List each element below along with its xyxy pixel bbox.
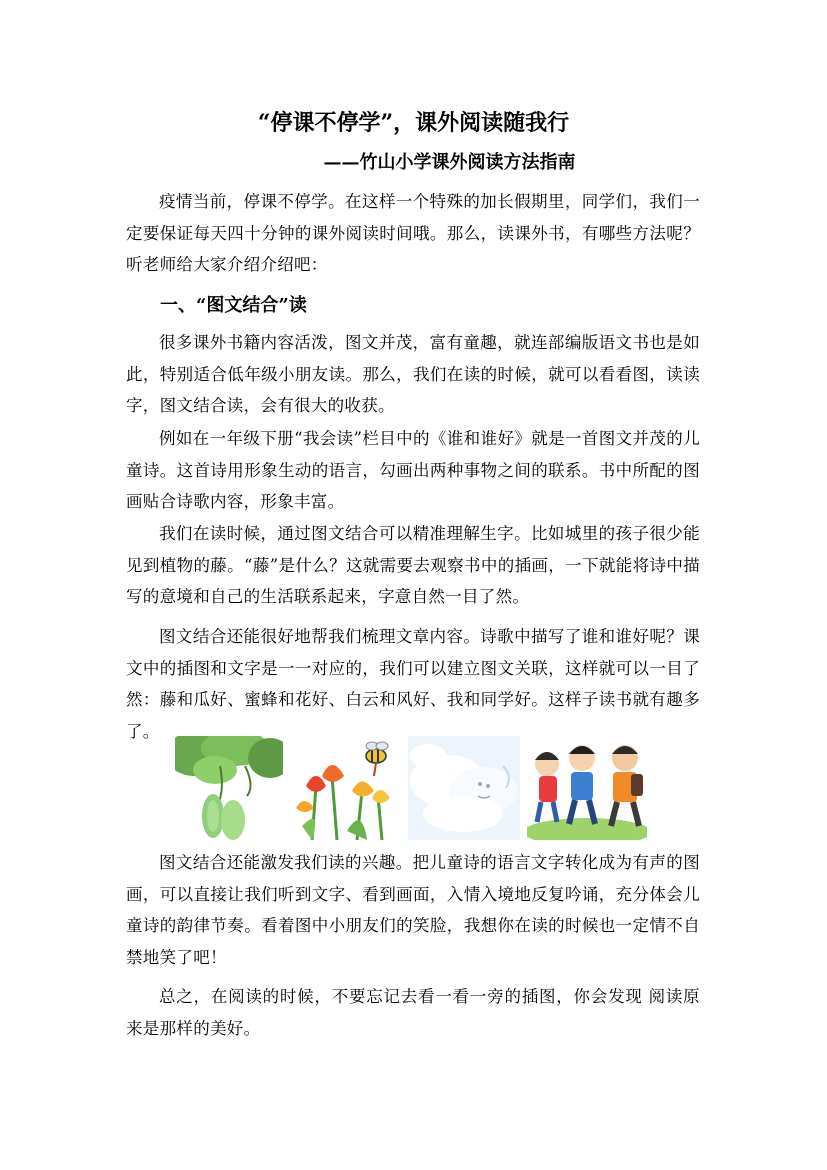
illustration-strip xyxy=(170,736,650,840)
page-title: “停课不停学”，课外阅读随我行 xyxy=(257,110,570,136)
paragraph-4: 图文结合还能很好地帮我们梳理文章内容。诗歌中描写了谁和谁好呢？课文中的插图和文字是一一对应的，我们可以建立图文关联，这样就可以一目了然：藤和瓜好、蜜蜂和花好、白云和风好、我和同学好。这样子读书就有趣多了。 xyxy=(126,627,700,741)
intro-paragraph: 疫情当前，停课不停学。在这样一个特殊的加长假期里，同学们，我们一定要保证每天四十分钟的课外阅读时间哦。那么，读课外书，有哪些方法呢？听老师给大家介绍介绍吧： xyxy=(126,192,700,274)
paragraph-1: 很多课外书籍内容活泼，图文并茂，富有童趣，就连部编版语文书也是如此，特别适合低年级小朋友读。那么，我们在读的时候，就可以看看图，读读字，图文结合读，会有很大的收获。 xyxy=(126,333,700,415)
paragraph-3: 我们在读时候，通过图文结合可以精准理解生字。比如城里的孩子很少能见到植物的藤。“藤”是什么？这就需要去观察书中的插画，一下就能将诗中描写的意境和自己的生活联系起来，字意自然一目了然。 xyxy=(126,524,700,606)
paragraph-6: 总之，在阅读的时候，不要忘记去看一看一旁的插图，你会发现 阅读原来是那样的美好。 xyxy=(126,987,700,1038)
paragraph-2: 例如在一年级下册“我会读”栏目中的《谁和谁好》就是一首图文并茂的儿童诗。这首诗用形象生动的语言，勾画出两种事物之间的联系。书中所配的图画贴合诗歌内容，形象丰富。 xyxy=(126,429,700,511)
page-subtitle: ——竹山小学课外阅读方法指南 xyxy=(323,152,576,173)
paragraph-5: 图文结合还能激发我们读的兴趣。把儿童诗的语言文字转化成为有声的图画，可以直接让我们听到文字、看到画面，入情入境地反复吟诵，充分体会儿童诗的韵律节奏。看着图中小朋友们的笑脸，我想你在读的时候也一定情不自禁地笑了吧！ xyxy=(126,853,700,967)
section-heading: 一、“图文结合”读 xyxy=(160,295,307,316)
children-illustration xyxy=(527,736,647,840)
cloud-wind-illustration xyxy=(408,736,520,840)
bee-flowers-illustration xyxy=(292,736,400,840)
vine-melon-illustration xyxy=(175,736,283,840)
